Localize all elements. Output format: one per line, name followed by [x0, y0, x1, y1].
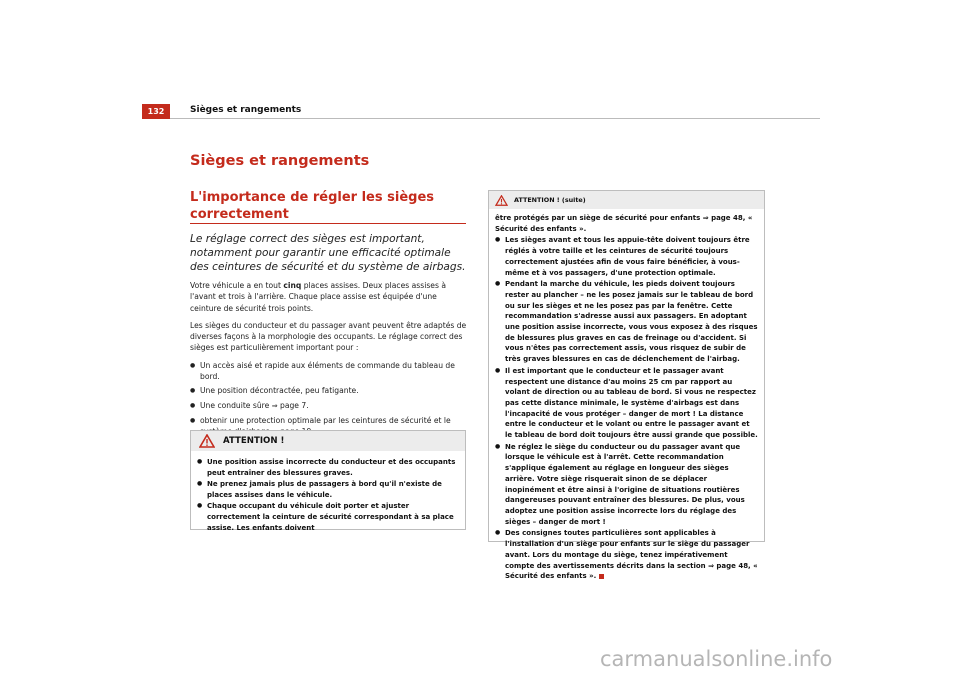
section-title: L'importance de régler les sièges correctement	[190, 190, 435, 222]
section-rule	[190, 223, 466, 224]
text: obtenir une protection optimale par les ceintures de sécurité et le	[200, 415, 451, 425]
list-item	[495, 528, 758, 582]
warning-triangle-icon	[495, 195, 508, 206]
warning-list	[191, 451, 465, 533]
page-reference[interactable]: page 48, « Sécurité des enfants ».	[495, 214, 753, 233]
text: Des consignes toutes particulières sont applicables à l'installation d'un siège pour enfants sur le siège du passager avant. Lors du montage du siège, tenez impérativement compte des avertissements décrits dans la section	[505, 529, 750, 570]
running-header: Sièges et rangements	[190, 105, 302, 115]
page-number: 132	[142, 104, 170, 118]
page-reference[interactable]: page 7.	[280, 400, 309, 410]
end-of-section-icon	[599, 574, 604, 579]
warning-triangle-icon	[199, 434, 215, 448]
warning-lead	[495, 213, 758, 234]
list-item: ● Ne prenez jamais plus de passagers à bord qu'il n'existe de places assises dans le véhicule.	[197, 479, 459, 500]
header-rule	[142, 118, 820, 119]
text: Une position décontractée, peu fatigante.	[200, 386, 359, 396]
warning-box	[190, 430, 466, 530]
text: places assises. Deux places assises à l'avant et trois à l'arrière. Chaque place assise est équipée d'une ceinture de sécurité trois points.	[190, 281, 446, 313]
warning-title: ATTENTION !	[223, 436, 285, 446]
chapter-title: Sièges et rangements	[190, 153, 370, 169]
warning-box-continued	[488, 190, 765, 581]
text: Votre véhicule a en tout	[190, 281, 284, 290]
section-intro: Le réglage correct des sièges est important, notamment pour garantir une efficacité optimale des ceintures de sécurité et du système de airbags.	[190, 233, 466, 273]
page-reference[interactable]: page 48, « Sécurité des enfants ».	[505, 561, 758, 581]
paragraph-adjustment: Les sièges du conducteur et du passager avant peuvent être adaptés de diverses façons à la morphologie des occupants. Le réglage correct des sièges est particulièrement important pour :	[190, 320, 467, 353]
watermark: carmanualsonline.info	[600, 647, 833, 671]
list-item	[190, 400, 470, 412]
list-item: ● Les sièges avant et tous les appuie-tête doivent toujours être réglés à votre taille et les ceintures de sécurité toujours correctement ajustées afin de vous faire bénéficier, à vous-même et à vos passagers, d'une protection optimale.	[495, 235, 758, 278]
list-item	[190, 385, 470, 396]
list-item: ● Ne réglez le siège du conducteur ou du passager avant que lorsque le véhicule est à l'arrêt. Cette recommandation s'applique également au réglage en longueur des sièges arrière. Votre siège risquerait sinon de se déplacer inopinément et être ainsi à l'origine de situations routières dangereuses pouvant entraîner des blessures. De plus, vous adoptez une position assise incorrecte lors du réglage des sièges – danger de mort !	[495, 442, 758, 528]
header-rule-accent	[142, 118, 170, 119]
arrow-icon: ⇒	[702, 214, 709, 222]
list-item: ● Chaque occupant du véhicule doit porter et ajuster correctement la ceinture de sécurité correspondant à sa place assise. Les enfants doivent	[197, 501, 459, 533]
list-item	[190, 360, 470, 383]
warning-header	[489, 191, 764, 209]
warning-list	[495, 235, 758, 582]
warning-title: ATTENTION ! (suite)	[514, 196, 586, 204]
body-text	[190, 280, 470, 442]
importance-list	[190, 360, 470, 439]
text: être protégés par un siège de sécurité pour enfants	[495, 214, 703, 222]
warning-header	[191, 431, 465, 451]
list-item: ● Une position assise incorrecte du conducteur et des occupants peut entraîner des blessures graves.	[197, 457, 459, 478]
list-item: ● Il est important que le conducteur et le passager avant respectent une distance d'au moins 25 cm par rapport au volant de direction ou au tableau de bord. Si vous ne respectez pas cette distance minimale, le système d'airbags est dans l'incapacité de vous protéger – danger de mort ! La distance entre le conducteur et le volant ou entre le passager avant et le tableau de bord doit toujours être aussi grande que possible.	[495, 366, 758, 441]
arrow-icon: ⇒	[708, 561, 714, 570]
arrow-icon: ⇒	[271, 401, 278, 410]
text: Un accès aisé et rapide aux éléments de commande du tableau de bord.	[200, 360, 455, 382]
emphasis: cinq	[283, 281, 302, 290]
list-item: ● Pendant la marche du véhicule, les pieds doivent toujours rester au plancher – ne les posez jamais sur le tableau de bord ou sur les sièges et ne les posez pas par la fenêtre. Cette recommandation s'adresse aussi aux passagers. En adoptant une position assise incorrecte, vous vous exposez à des risques de blessures plus graves en cas de freinage ou d'accident. Si vous n'êtes pas correctement assis, vous risquez de subir de très graves blessures en cas de déclenchement de l'airbag.	[495, 279, 758, 365]
text: Une conduite sûre	[200, 400, 272, 410]
warning-body	[489, 209, 764, 582]
paragraph-seats	[190, 280, 470, 314]
